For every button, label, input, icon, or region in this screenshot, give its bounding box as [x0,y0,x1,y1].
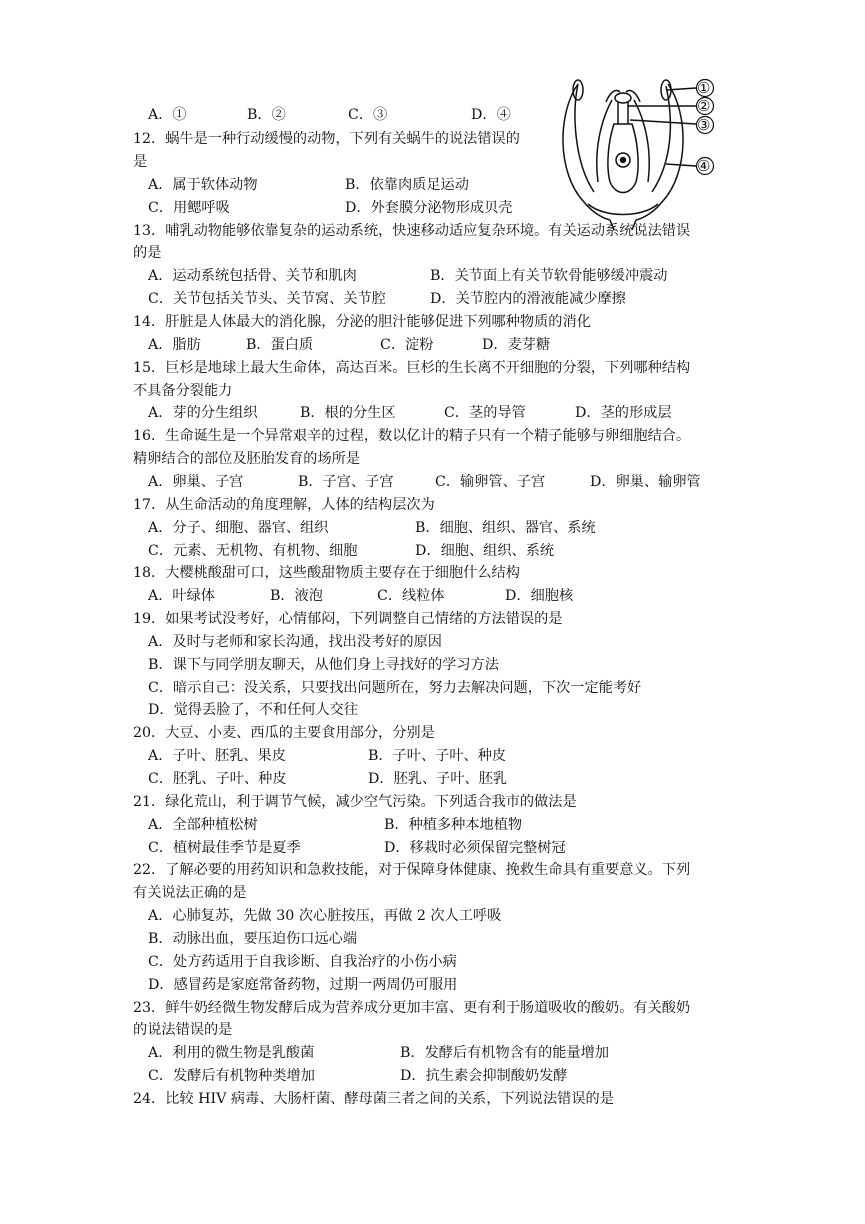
q13-option-b: B．关节面上有关节软骨能够缓冲震动 [430,268,668,284]
q20-option-b: B．子叶、子叶、种皮 [368,748,507,764]
q19-option-b: B．课下与同学朋友聊天，从他们身上寻找好的学习方法 [148,657,499,673]
q17-stem: 17．从生命活动的角度理解，人体的结构层次为 [133,497,435,513]
q11-option-b: B．② [247,107,286,123]
q23-option-b: B．发酵后有机物含有的能量增加 [400,1045,610,1061]
q16-stem-line-2: 精卵结合的部位及胚胎发育的场所是 [133,451,361,467]
q20-option-c: C．胚乳、子叶、种皮 [148,771,287,787]
q23-option-a: A．利用的微生物是乳酸菌 [148,1045,315,1061]
q16-option-c: C．输卵管、子宫 [435,474,546,490]
q18-option-b: B．液泡 [270,588,323,604]
q15-option-c: C．茎的导管 [444,405,526,421]
q15-option-a: A．芽的分生组织 [148,405,258,421]
q18-stem: 18．大樱桃酸甜可口，这些酸甜物质主要存在于细胞什么结构 [133,565,520,581]
q17-option-d: D．细胞、组织、系统 [415,543,555,559]
figure-label-2: ② [697,97,711,115]
q21-stem: 21．绿化荒山，利于调节气候，减少空气污染。下列适合我市的做法是 [133,794,577,810]
q12-option-b: B．依靠肉质足运动 [345,177,469,193]
figure-label-3: ③ [697,116,711,134]
q15-option-d: D．茎的形成层 [575,405,672,421]
right-petal-outline [636,84,683,220]
q24-stem: 24．比较 HIV 病毒、大肠杆菌、酵母菌三者之间的关系，下列说法错误的是 [133,1091,614,1107]
q11-option-c: C．③ [348,107,388,123]
q15-stem-line-1: 15．巨杉是地球上最大生命体，高达百米。巨杉的生长离不开细胞的分裂，下列哪种结构 [133,360,691,376]
q12-option-c: C．用鳃呼吸 [148,200,230,216]
q19-option-d: D．觉得丢脸了，不和任何人交往 [148,702,359,718]
q16-option-b: B．子宫、子宫 [298,474,394,490]
q13-stem-line-1: 13．哺乳动物能够依靠复杂的运动系统，快速移动适应复杂环境。有关运动系统说法错误 [133,223,691,239]
q21-option-a: A．全部种植松树 [148,817,258,833]
q18-option-d: D．细胞核 [505,588,574,604]
q23-option-c: C．发酵后有机物种类增加 [148,1068,315,1084]
q12-option-d: D．外套膜分泌物形成贝壳 [345,200,513,216]
q13-stem-line-2: 的是 [133,245,162,261]
q19-option-c: C．暗示自己：没关系，只要找出问题所在，努力去解决问题，下次一定能考好 [148,680,642,696]
q13-option-a: A．运动系统包括骨、关节和肌肉 [148,268,357,284]
q20-stem: 20．大豆、小麦、西瓜的主要食用部分，分别是 [133,725,435,741]
q20-option-d: D．胚乳、子叶、胚乳 [368,771,508,787]
q15-option-b: B．根的分生区 [300,405,396,421]
q19-stem: 19．如果考试没考好，心情郁闷，下列调整自己情绪的方法错误的是 [133,611,563,627]
q17-option-c: C．元素、无机物、有机物、细胞 [148,543,358,559]
q22-stem-line-1: 22．了解必要的用药知识和急救技能，对于保障身体健康、挽救生命具有重要意义。下列 [133,862,691,878]
q18-option-c: C．线粒体 [377,588,445,604]
q21-option-c: C．植树最佳季节是夏季 [148,840,301,856]
q21-option-b: B．种植多种本地植物 [384,817,523,833]
q12-stem-line-1: 12．蜗牛是一种行动缓慢的动物，下列有关蜗牛的说法错误的 [133,131,520,147]
q23-option-d: D．抗生素会抑制酸奶发酵 [400,1068,568,1084]
q23-stem-line-1: 23．鲜牛奶经微生物发酵后成为营养成分更加丰富、更有利于肠道吸收的酸奶。有关酸奶 [133,1000,691,1016]
q22-option-c: C．处方药适用于自我诊断、自我治疗的小伤小病 [148,954,457,970]
q16-stem-line-1: 16．生命诞生是一个异常艰辛的过程，数以亿计的精子只有一个精子能够与卵细胞结合。 [133,428,691,444]
q17-option-b: B．细胞、组织、器官、系统 [415,520,596,536]
q19-option-a: A．及时与老师和家长沟通，找出没考好的原因 [148,634,442,650]
q16-option-d: D．卵巢、输卵管 [590,474,701,490]
q14-option-d: D．麦芽糖 [482,337,551,353]
q17-option-a: A．分子、细胞、器官、组织 [148,520,329,536]
q22-option-a: A．心肺复苏，先做 30 次心脏按压，再做 2 次人工呼吸 [148,908,502,924]
q22-stem-line-2: 有关说法正确的是 [133,885,247,901]
pistil-style [618,102,628,124]
figure-label-4: ④ [697,157,711,175]
left-petal-outline [563,84,610,220]
q20-option-a: A．子叶、胚乳、果皮 [148,748,286,764]
q13-option-c: C．关节包括关节头、关节窝、关节腔 [148,291,386,307]
q18-option-a: A．叶绿体 [148,588,215,604]
q11-option-d: D．④ [471,107,511,123]
q14-option-c: C．淀粉 [380,337,434,353]
q14-option-b: B．蛋白质 [246,337,314,353]
q14-stem: 14．肝脏是人体最大的消化腺，分泌的胆汁能够促进下列哪种物质的消化 [133,314,591,330]
q16-option-a: A．卵巢、子宫 [148,474,244,490]
q12-option-a: A．属于软体动物 [148,177,258,193]
q11-option-a: A．① [148,107,187,123]
stigma [615,93,631,103]
q22-option-b: B．动脉出血，要压迫伤口远心端 [148,931,358,947]
q13-option-d: D．关节腔内的滑液能减少摩擦 [430,291,626,307]
q12-stem-line-2: 是 [133,154,148,170]
q15-stem-line-2: 不具备分裂能力 [133,383,233,399]
q14-option-a: A．脂肪 [148,337,201,353]
q22-option-d: D．感冒药是家庭常备药物，过期一两周仍可服用 [148,977,458,993]
q21-option-d: D．移栽时必须保留完整树冠 [384,840,566,856]
q23-stem-line-2: 的说法错误的是 [133,1022,233,1038]
figure-label-1: ① [697,79,711,97]
